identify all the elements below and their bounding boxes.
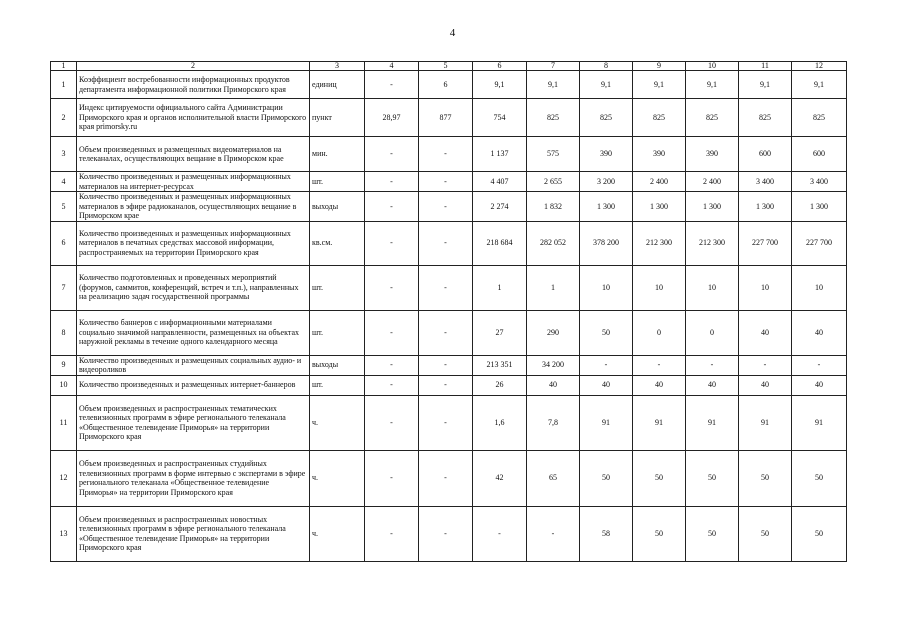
indicator-name: Объем произведенных и распространенных студийных телевизионных программ в форме интервью с экспертами в эфире регионального телеканала «Общественное телевидение Приморья» на территории Приморского края [77, 450, 310, 506]
column-number-header: 11 [739, 62, 792, 71]
value-cell: 1,6 [473, 395, 527, 450]
indicator-name: Количество баннеров с информационными материалами социально значимой направленности, размещенных на объектах наружной рекламы в течение одного календарного месяца [77, 310, 310, 355]
value-cell: - [419, 310, 473, 355]
row-number: 3 [51, 137, 77, 172]
row-number: 8 [51, 310, 77, 355]
value-cell: 10 [633, 265, 686, 310]
indicator-name: Количество произведенных и размещенных социальных аудио- и видеороликов [77, 355, 310, 375]
value-cell: 6 [419, 71, 473, 99]
unit: мин. [310, 137, 365, 172]
value-cell: 600 [792, 137, 847, 172]
value-cell: - [365, 310, 419, 355]
indicator-name: Коэффициент востребованности информационных продуктов департамента информационной политики Приморского края [77, 71, 310, 99]
value-cell: 91 [633, 395, 686, 450]
value-cell: 754 [473, 99, 527, 137]
indicator-name: Количество произведенных и размещенных информационных материалов на интернет-ресурсах [77, 172, 310, 192]
value-cell: 390 [633, 137, 686, 172]
value-cell: 1 832 [527, 192, 580, 222]
value-cell: - [686, 355, 739, 375]
value-cell: - [419, 506, 473, 561]
value-cell: 0 [633, 310, 686, 355]
indicator-name: Объем произведенных и распространенных тематических телевизионных программ в эфире регионального телеканала «Общественное телевидение Приморья» на территории Приморского края [77, 395, 310, 450]
unit: шт. [310, 310, 365, 355]
table-row [51, 395, 847, 450]
column-number-header: 4 [365, 62, 419, 71]
unit: выходы [310, 192, 365, 222]
column-number-header: 6 [473, 62, 527, 71]
row-number: 11 [51, 395, 77, 450]
column-number-header: 12 [792, 62, 847, 71]
column-number-header: 3 [310, 62, 365, 71]
table-row [51, 450, 847, 506]
value-cell: - [419, 450, 473, 506]
unit: выходы [310, 355, 365, 375]
value-cell: 3 400 [739, 172, 792, 192]
value-cell: - [792, 355, 847, 375]
value-cell: 0 [686, 310, 739, 355]
value-cell: 50 [792, 506, 847, 561]
value-cell: - [365, 355, 419, 375]
value-cell: 9,1 [527, 71, 580, 99]
value-cell: 28,97 [365, 99, 419, 137]
column-number-header: 10 [686, 62, 739, 71]
value-cell: - [365, 137, 419, 172]
value-cell: - [365, 395, 419, 450]
value-cell: 290 [527, 310, 580, 355]
value-cell: 9,1 [739, 71, 792, 99]
value-cell: 40 [792, 375, 847, 395]
table-row [51, 265, 847, 310]
value-cell: 10 [686, 265, 739, 310]
value-cell: 1 [527, 265, 580, 310]
value-cell: 1 300 [633, 192, 686, 222]
value-cell: 390 [686, 137, 739, 172]
row-number: 13 [51, 506, 77, 561]
row-number: 4 [51, 172, 77, 192]
value-cell: 50 [792, 450, 847, 506]
value-cell: - [365, 375, 419, 395]
value-cell: 378 200 [580, 221, 633, 265]
column-number-header: 2 [77, 62, 310, 71]
value-cell: 42 [473, 450, 527, 506]
indicator-name: Количество подготовленных и проведенных мероприятий (форумов, саммитов, конференций, встреч и т.п.), направленных на реализацию задач государственной программы [77, 265, 310, 310]
table-row [51, 221, 847, 265]
value-cell: 9,1 [473, 71, 527, 99]
value-cell: 40 [527, 375, 580, 395]
unit: единиц [310, 71, 365, 99]
value-cell: - [419, 137, 473, 172]
indicator-name: Индекс цитируемости официального сайта Администрации Приморского края и органов исполнительной власти Приморского края primorsky.ru [77, 99, 310, 137]
value-cell: 58 [580, 506, 633, 561]
table-row [51, 172, 847, 192]
column-number-header: 9 [633, 62, 686, 71]
value-cell: 218 684 [473, 221, 527, 265]
value-cell: 2 400 [633, 172, 686, 192]
table-row [51, 506, 847, 561]
unit: шт. [310, 375, 365, 395]
value-cell: 600 [739, 137, 792, 172]
indicator-name: Количество произведенных и размещенных интернет-баннеров [77, 375, 310, 395]
row-number: 6 [51, 221, 77, 265]
value-cell: - [365, 71, 419, 99]
value-cell: 9,1 [792, 71, 847, 99]
value-cell: 1 137 [473, 137, 527, 172]
value-cell: 213 351 [473, 355, 527, 375]
value-cell: - [365, 265, 419, 310]
table-row [51, 192, 847, 222]
value-cell: - [365, 172, 419, 192]
value-cell: - [365, 192, 419, 222]
row-number: 2 [51, 99, 77, 137]
indicator-name: Объем произведенных и распространенных новостных телевизионных программ в эфире регионального телеканала «Общественное телевидение Приморья» на территории Приморского края [77, 506, 310, 561]
unit: ч. [310, 506, 365, 561]
value-cell: 9,1 [633, 71, 686, 99]
row-number: 9 [51, 355, 77, 375]
value-cell: 825 [580, 99, 633, 137]
value-cell: 40 [580, 375, 633, 395]
value-cell: 1 300 [580, 192, 633, 222]
value-cell: 50 [686, 506, 739, 561]
value-cell: 50 [633, 506, 686, 561]
table-row [51, 355, 847, 375]
value-cell: - [527, 506, 580, 561]
value-cell: 825 [686, 99, 739, 137]
value-cell: - [739, 355, 792, 375]
value-cell: 91 [792, 395, 847, 450]
value-cell: - [419, 265, 473, 310]
value-cell: - [419, 192, 473, 222]
column-number-header: 1 [51, 62, 77, 71]
value-cell: 50 [739, 506, 792, 561]
column-number-header: 8 [580, 62, 633, 71]
value-cell: 2 400 [686, 172, 739, 192]
value-cell: 27 [473, 310, 527, 355]
value-cell: 825 [739, 99, 792, 137]
value-cell: 3 200 [580, 172, 633, 192]
value-cell: 91 [739, 395, 792, 450]
value-cell: 212 300 [686, 221, 739, 265]
value-cell: 825 [527, 99, 580, 137]
column-number-header: 5 [419, 62, 473, 71]
value-cell: 825 [633, 99, 686, 137]
table-body [51, 62, 847, 562]
value-cell: 40 [686, 375, 739, 395]
value-cell: 7,8 [527, 395, 580, 450]
unit: ч. [310, 395, 365, 450]
value-cell: - [473, 506, 527, 561]
value-cell: 40 [739, 310, 792, 355]
value-cell: 40 [792, 310, 847, 355]
value-cell: 10 [580, 265, 633, 310]
value-cell: 212 300 [633, 221, 686, 265]
header-row [51, 62, 847, 71]
value-cell: 50 [686, 450, 739, 506]
page-number: 4 [449, 27, 456, 39]
value-cell: 34 200 [527, 355, 580, 375]
table-row [51, 99, 847, 137]
indicator-name: Объем произведенных и размещенных видеоматериалов на телеканалах, осуществляющих вещание в Приморском крае [77, 137, 310, 172]
value-cell: 65 [527, 450, 580, 506]
value-cell: 575 [527, 137, 580, 172]
value-cell: 50 [580, 310, 633, 355]
value-cell: 2 274 [473, 192, 527, 222]
value-cell: 3 400 [792, 172, 847, 192]
value-cell: - [419, 172, 473, 192]
value-cell: 9,1 [580, 71, 633, 99]
value-cell: 91 [580, 395, 633, 450]
value-cell: 390 [580, 137, 633, 172]
row-number: 12 [51, 450, 77, 506]
indicator-name: Количество произведенных и размещенных информационных материалов в печатных средствах массовой информации, распространяемых на территории Приморского края [77, 221, 310, 265]
value-cell: 40 [633, 375, 686, 395]
column-number-header: 7 [527, 62, 580, 71]
table-row [51, 310, 847, 355]
value-cell: 877 [419, 99, 473, 137]
value-cell: 2 655 [527, 172, 580, 192]
value-cell: 227 700 [792, 221, 847, 265]
indicator-name: Количество произведенных и размещенных информационных материалов в эфире радиоканалов, осуществляющих вещание в Приморском крае [77, 192, 310, 222]
value-cell: 227 700 [739, 221, 792, 265]
value-cell: 1 [473, 265, 527, 310]
value-cell: - [365, 506, 419, 561]
unit: шт. [310, 172, 365, 192]
table-row [51, 375, 847, 395]
value-cell: - [419, 375, 473, 395]
value-cell: 91 [686, 395, 739, 450]
table-row [51, 137, 847, 172]
row-number: 1 [51, 71, 77, 99]
row-number: 10 [51, 375, 77, 395]
unit: шт. [310, 265, 365, 310]
value-cell: - [580, 355, 633, 375]
value-cell: 50 [580, 450, 633, 506]
value-cell: 9,1 [686, 71, 739, 99]
unit: кв.см. [310, 221, 365, 265]
value-cell: 1 300 [739, 192, 792, 222]
value-cell: - [419, 355, 473, 375]
value-cell: - [365, 450, 419, 506]
indicators-table [50, 61, 847, 562]
value-cell: 26 [473, 375, 527, 395]
value-cell: - [365, 221, 419, 265]
row-number: 7 [51, 265, 77, 310]
value-cell: 50 [633, 450, 686, 506]
value-cell: 10 [792, 265, 847, 310]
table-row [51, 71, 847, 99]
value-cell: - [419, 395, 473, 450]
value-cell: - [419, 221, 473, 265]
value-cell: - [633, 355, 686, 375]
value-cell: 50 [739, 450, 792, 506]
unit: пункт [310, 99, 365, 137]
row-number: 5 [51, 192, 77, 222]
value-cell: 1 300 [792, 192, 847, 222]
value-cell: 825 [792, 99, 847, 137]
value-cell: 40 [739, 375, 792, 395]
value-cell: 4 407 [473, 172, 527, 192]
value-cell: 282 052 [527, 221, 580, 265]
value-cell: 1 300 [686, 192, 739, 222]
value-cell: 10 [739, 265, 792, 310]
unit: ч. [310, 450, 365, 506]
